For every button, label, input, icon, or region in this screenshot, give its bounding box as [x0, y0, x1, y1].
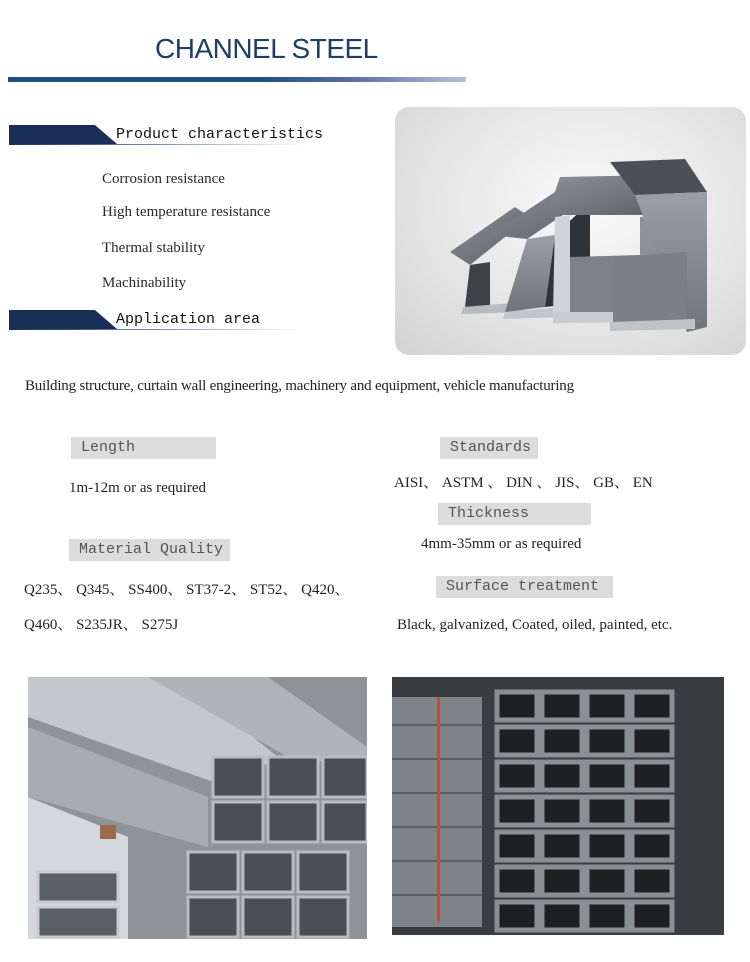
spec-value-material-line2: Q460、 S235JR、 S275J: [24, 617, 179, 633]
spec-value-thickness: 4mm-35mm or as required: [421, 536, 582, 552]
spec-label-surface-treatment: Surface treatment: [436, 576, 613, 598]
channel-steel-illustration: [395, 107, 746, 355]
section-label: Product characteristics: [116, 126, 324, 143]
spec-label-standards: Standards: [440, 437, 538, 459]
section-header-characteristics: [9, 125, 324, 147]
spec-value-length: 1m-12m or as required: [69, 480, 207, 496]
section-label: Application area: [116, 311, 261, 328]
stacked-channel-photo-left: [28, 677, 367, 939]
application-text: Building structure, curtain wall engineering, machinery and equipment, vehicle manufacturing: [25, 378, 574, 394]
feature-item: Thermal stability: [102, 240, 205, 256]
product-image: [395, 107, 746, 355]
spec-label-length: Length: [71, 437, 216, 459]
spec-value-standards: AISI、 ASTM 、 DIN 、 JIS、 GB、 EN: [394, 475, 653, 491]
section-marker: [9, 125, 117, 144]
section-underline: [9, 329, 304, 330]
stacked-channel-photo-right: [392, 677, 724, 935]
feature-item: Machinability: [102, 275, 187, 291]
feature-item: Corrosion resistance: [102, 171, 225, 187]
spec-value-surface-treatment: Black, galvanized, Coated, oiled, painted, etc.: [397, 617, 673, 633]
title-divider: [8, 77, 466, 82]
section-marker: [9, 310, 117, 329]
section-underline: [9, 144, 304, 145]
spec-label-material-quality: Material Quality: [69, 539, 230, 561]
section-header-application: [9, 310, 304, 332]
spec-value-material-line1: Q235、 Q345、 SS400、 ST37-2、 ST52、 Q420、: [24, 582, 350, 598]
spec-label-thickness: Thickness: [438, 503, 591, 525]
feature-item: High temperature resistance: [102, 204, 271, 220]
page-title: CHANNEL STEEL: [155, 33, 378, 64]
